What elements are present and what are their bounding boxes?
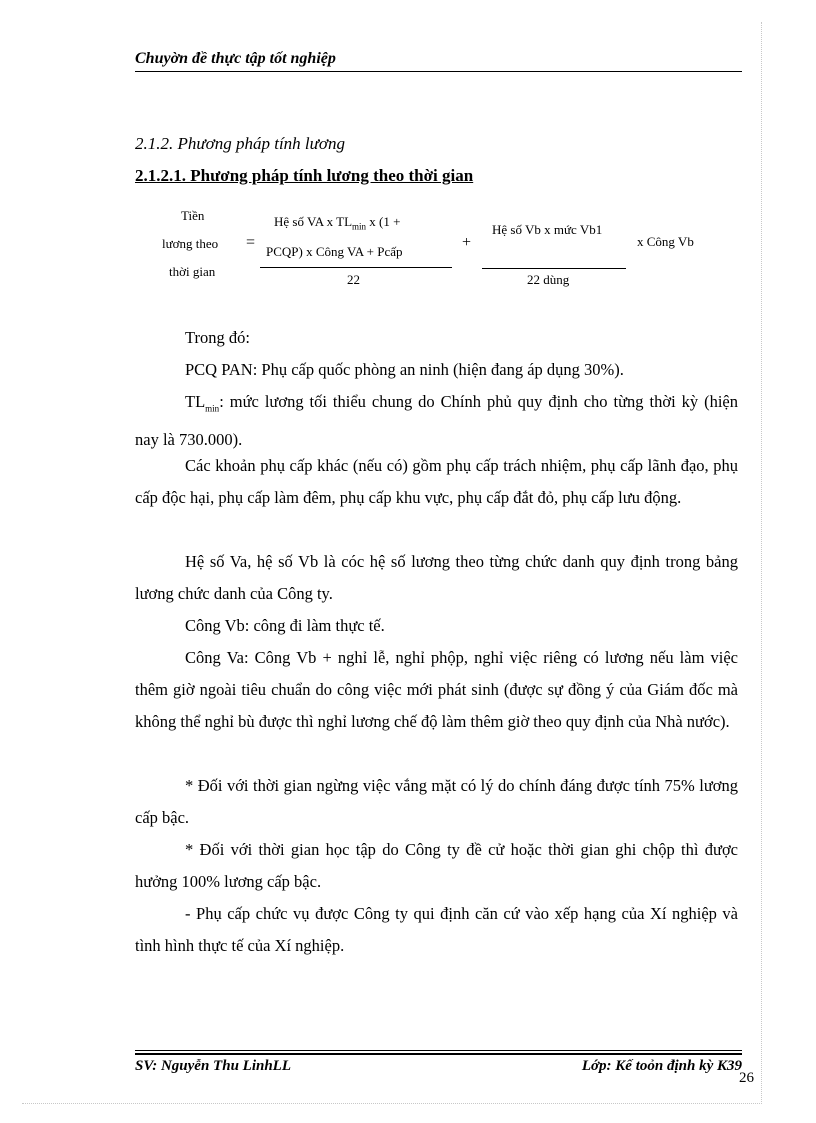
header-rule (135, 71, 742, 72)
footer-student: SV: Nguyễn Thu LinhLL (135, 1058, 291, 1074)
formula-denominator2: 22 dùng (527, 272, 570, 287)
fraction-bar-2 (482, 268, 626, 269)
paragraph-phu-cap-khac: Các khoản phụ cấp khác (nếu có) gồm phụ cấp trách nhiệm, phụ cấp lãnh đạo, phụ cấp độc hại, phụ cấp làm đêm, phụ cấp khu vực, phụ cấp đắt đỏ, phụ cấp lưu động. (135, 456, 738, 507)
paragraph-pcq: PCQ PAN: Phụ cấp quốc phòng an ninh (hiện đang áp dụng 30%). (185, 360, 624, 379)
footer-rule-thick (135, 1053, 742, 1055)
page-number: 26 (739, 1070, 754, 1086)
num1-text-b: x (1 + (366, 214, 401, 229)
paragraph-cong-vb: Công Vb: công đi làm thực tế. (185, 616, 385, 635)
formula-lhs-line2: lương theo (162, 236, 219, 251)
footer-class: Lớp: Kế toỏn định kỳ K39 (581, 1058, 742, 1074)
formula-equals: = (246, 234, 256, 251)
fraction-bar-1 (260, 267, 452, 268)
formula-lhs-line3: thời gian (169, 264, 216, 279)
formula-tail: x Công Vb (637, 234, 694, 249)
formula-plus: + (462, 234, 472, 251)
paragraph-phu-cap-chuc-vu: - Phụ cấp chức vụ được Công ty qui định căn cứ vào xếp hạng của Xí nghiệp và tình hình thực tế của Xí nghiệp. (135, 904, 738, 955)
tl-desc: : mức lương tối thiểu chung do Chính phủ quy định cho từng thời kỳ (hiện nay là 730.000). (135, 392, 738, 450)
subsection-heading: 2.1.2.1. Phương pháp tính lương theo thời gian (135, 166, 474, 185)
paragraph-hoc-tap: * Đối với thời gian học tập do Công ty đề cử hoặc thời gian ghi chộp thì được hưởng 100% lương cấp bậc. (135, 840, 738, 891)
paragraph-he-so: Hệ số Va, hệ số Vb là cóc hệ số lương theo từng chức danh quy định trong bảng lương chức danh của Công ty. (135, 552, 738, 603)
formula-numerator1-line2: PCQP) x Công VA + Pcấp (266, 244, 403, 259)
paragraph-cong-va: Công Va: Công Vb + nghỉ lễ, nghỉ phộp, nghỉ việc riêng có lương nếu làm việc thêm giờ ngoài tiêu chuẩn do công việc mới phát sinh (được sự đồng ý của Giám đốc mà không thể nghỉ bù được thì nghỉ lương chế độ làm thêm giờ theo quy định của Nhà nước). (135, 648, 738, 731)
page-edge-right (761, 22, 762, 1104)
tl-text: TL (185, 392, 206, 411)
num1-sub: min (352, 221, 367, 232)
footer-rule-thin (135, 1050, 742, 1051)
page-edge-bottom (22, 1103, 762, 1104)
section-heading: 2.1.2. Phương pháp tính lương (135, 134, 345, 153)
paragraph-ngung-viec: * Đối với thời gian ngừng việc vắng mặt có lý do chính đáng được tính 75% lương cấp bậc. (135, 776, 738, 827)
tl-sub: min (205, 403, 220, 414)
formula-numerator1-line1 (274, 214, 400, 232)
salary-formula (0, 200, 816, 300)
formula-lhs-line1: Tiền (181, 208, 205, 223)
num1-text-a: Hệ số VA x TL (274, 214, 353, 229)
formula-denominator1: 22 (347, 272, 360, 287)
paragraph-tlmin (135, 386, 738, 456)
paragraph-trong-do: Trong đó: (185, 328, 250, 347)
page-header-title: Chuyờn đề thực tập tốt nghiệp (135, 50, 336, 67)
formula-numerator2: Hệ số Vb x mức Vb1 (492, 222, 603, 237)
